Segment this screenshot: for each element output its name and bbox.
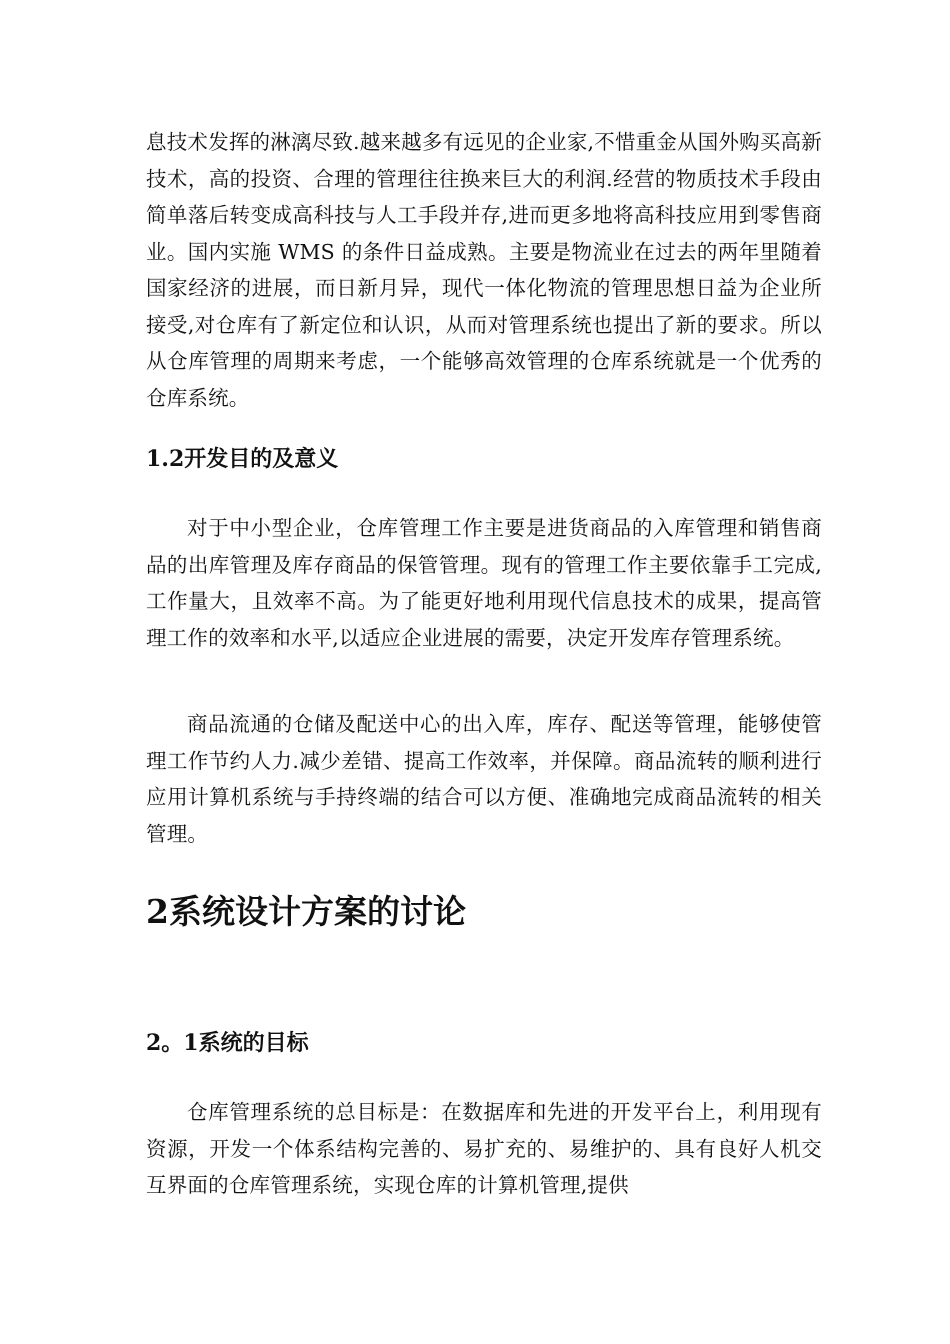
heading-1-2-purpose: 1.2开发目的及意义 bbox=[146, 446, 339, 472]
heading-2-1-goal: 2。1系统的目标 bbox=[146, 1030, 309, 1056]
paragraph-intro-continued: 息技术发挥的淋漓尽致.越来越多有远见的企业家,不惜重金从国外购买高新技术，高的投资、合理的管理往往换来巨大的利润.经营的物质技术手段由简单落后转变成高科技与人工手段并存,进而更多地将高科技应用到零售商业。国内实施 WMS 的条件日益成熟。主要是物流业在过去的两年里随着国家经济的进展，而日新月异，现代一体化物流的管理思想日益为企业所接受,对仓库有了新定位和认识，从而对管理系统也提出了新的要求。所以从仓库管理的周期来考虑，一个能够高效管理的仓库系统就是一个优秀的仓库系统。 bbox=[146, 130, 822, 410]
paragraph-goal: 仓库管理系统的总目标是：在数据库和先进的开发平台上，利用现有资源，开发一个体系结构完善的、易扩充的、易维护的、具有良好人机交互界面的仓库管理系统，实现仓库的计算机管理,提供 bbox=[146, 1100, 822, 1197]
paragraph-purpose-2: 商品流通的仓储及配送中心的出入库，库存、配送等管理，能够使管理工作节约人力.减少差错、提高工作效率，并保障。商品流转的顺利进行应用计算机系统与手持终端的结合可以方便、准确地完成商品流转的相关管理。 bbox=[146, 712, 822, 846]
heading-2-system-design: 2系统设计方案的讨论 bbox=[146, 892, 466, 931]
paragraph-purpose-1: 对于中小型企业，仓库管理工作主要是进货商品的入库管理和销售商品的出库管理及库存商品的保管管理。现有的管理工作主要依靠手工完成,工作量大，且效率不高。为了能更好地利用现代信息技术的成果，提高管理工作的效率和水平,以适应企业进展的需要，决定开发库存管理系统。 bbox=[146, 516, 822, 650]
